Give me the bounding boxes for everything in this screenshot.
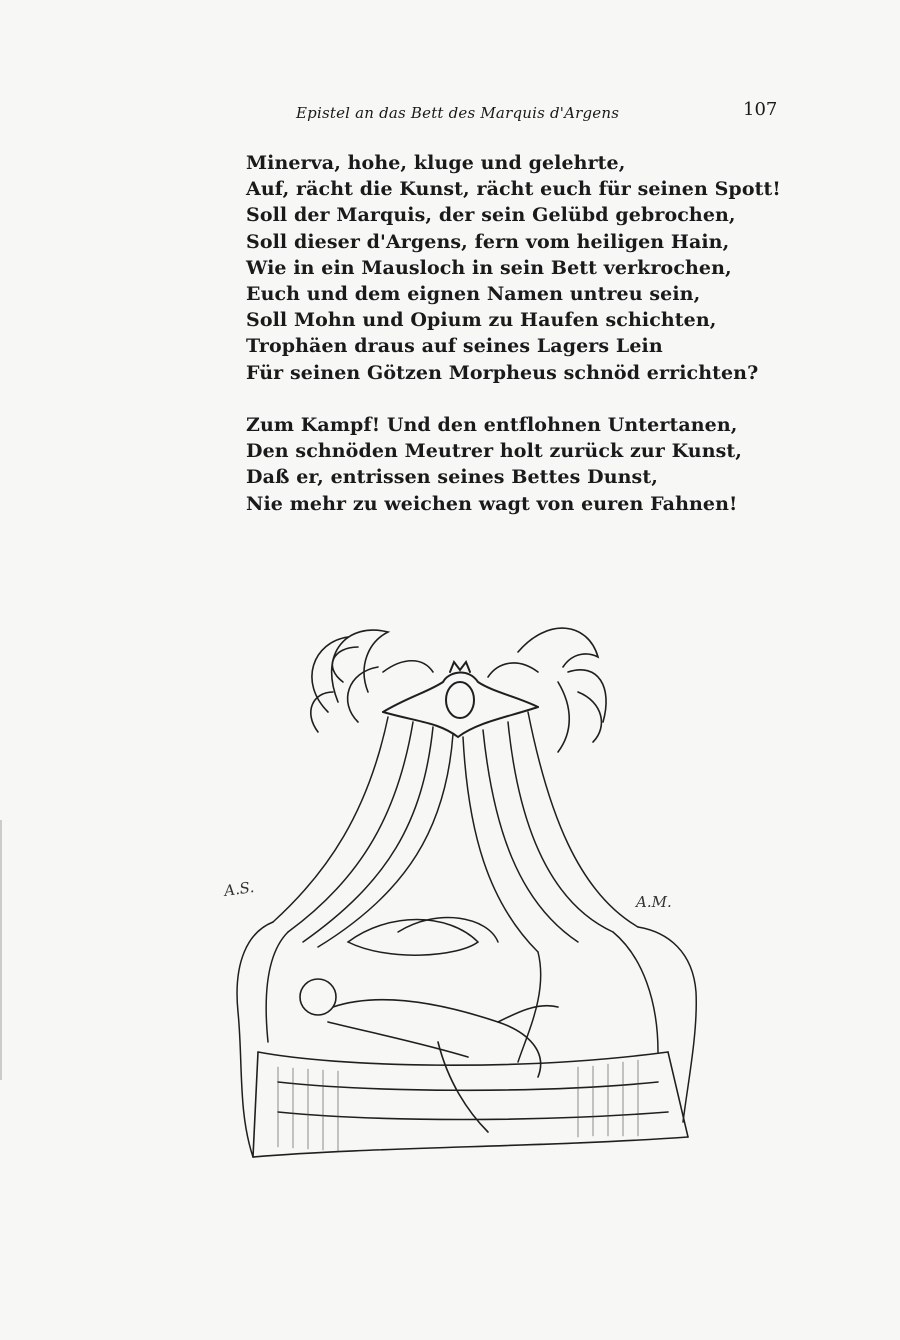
verse-line: Auf, rächt die Kunst, rächt euch für seinen Spott! [246,178,781,201]
verse-line: Soll Mohn und Opium zu Haufen schichten, [246,309,717,332]
verse-line: Für seinen Götzen Morpheus schnöd errichten? [246,361,759,384]
verse-line: Daß er, entrissen seines Bettes Dunst, [246,466,658,489]
pillows [348,918,498,956]
verse-line: Wie in ein Mausloch in sein Bett verkrochen, [246,256,732,279]
plume-right [488,628,606,752]
hatching [278,1060,638,1151]
stanza-2 [246,412,743,517]
verse-line: Minerva, hohe, kluge und gelehrte, [246,152,626,174]
verse-line: Euch und dem eignen Namen untreu sein, [246,282,701,305]
artist-signature-left: A.S. [222,877,256,901]
bed-canopy-illustration [218,612,708,1172]
verse-line: Trophäen draus auf seines Lagers Lein [246,335,663,358]
curtain-left [237,717,453,1157]
plume-left [311,630,433,732]
stanza-1 [246,150,781,386]
running-title: Epistel an das Bett des Marquis d'Argens [296,104,620,122]
artist-signature-right: A.M. [636,893,672,911]
verse-line: Soll der Marquis, der sein Gelübd gebrochen, [246,204,736,227]
page-edge-shadow [0,820,2,1080]
sleeping-figure [300,979,558,1132]
verse-line: Soll dieser d'Argens, fern vom heiligen Hain, [246,230,730,253]
verse-line: Zum Kampf! Und den entflohnen Untertanen, [246,414,738,436]
verse-line: Den schnöden Meutrer holt zurück zur Kunst, [246,440,743,463]
canopy-crown [383,662,538,737]
page-number: 107 [743,99,778,120]
verse-line: Nie mehr zu weichen wagt von euren Fahnen! [246,492,738,515]
